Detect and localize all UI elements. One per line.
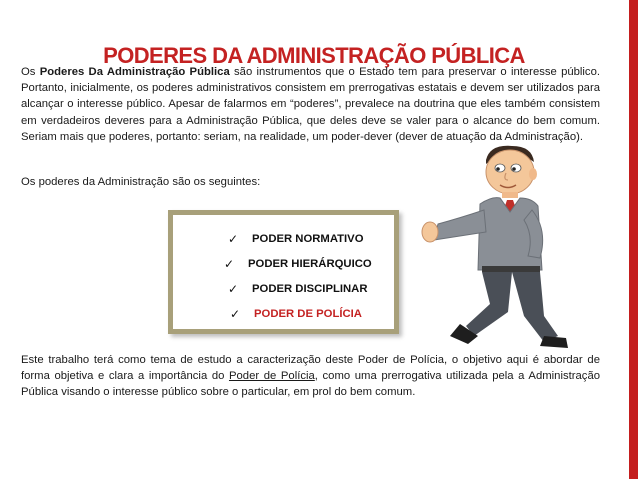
powers-list [224,226,398,326]
power-label: PODER NORMATIVO [252,232,364,245]
poder-de-policia-link[interactable]: Poder de Polícia [228,370,315,383]
list-item [224,251,398,276]
conclusion-after: , como uma prerrogativa utilizada pela a Administração Pública visando o interesse público sobre o particular, em prol do bem comum. [21,370,601,399]
checkmark-icon: ✓ [224,256,235,271]
checkmark-icon: ✓ [230,306,241,321]
list-item [228,276,398,301]
checkmark-icon: ✓ [228,231,239,246]
conclusion-paragraph [21,352,600,401]
power-label: PODER DE POLÍCIA [254,307,362,320]
list-item [228,226,398,251]
intro-bold-term: Poderes Da Administração Pública [39,66,230,78]
checkmark-icon: ✓ [228,281,239,296]
businessman-pushing-illustration [420,140,610,355]
powers-intro-paragraph: Os poderes da Administração são os seguintes: [21,176,261,188]
conclusion-before: Este trabalho terá como tema de estudo a caracterização deste Poder de Polícia, o objetivo aqui é abordar de forma objetiva e clara a importância do [21,354,600,383]
intro-rest: são instrumentos que o Estado tem para preservar o interesse público. Portanto, inicialmente, os poderes administrativos consistem em prerrogativas estatais e devem ser utilizados para alcançar o interesse público. Apesar de falarmos em “poderes”, prevalece na doutrina que eles também consistem em verdadeiros deveres para a Administração Pública, que deles deve se valer para o alcance do bem comum. Seriam mais que poderes, portanto: seriam, na realidade, um poder-dever (dever de atuação da Administração). [21,66,601,143]
power-label: PODER DISCIPLINAR [252,282,368,295]
power-label: PODER HIERÁRQUICO [248,257,372,270]
intro-prefix: Os [21,66,40,78]
page-title: PODERES DA ADMINISTRAÇÃO PÚBLICA [103,42,525,68]
right-accent-bar [629,0,638,479]
intro-paragraph [21,64,600,145]
list-item [228,301,398,326]
